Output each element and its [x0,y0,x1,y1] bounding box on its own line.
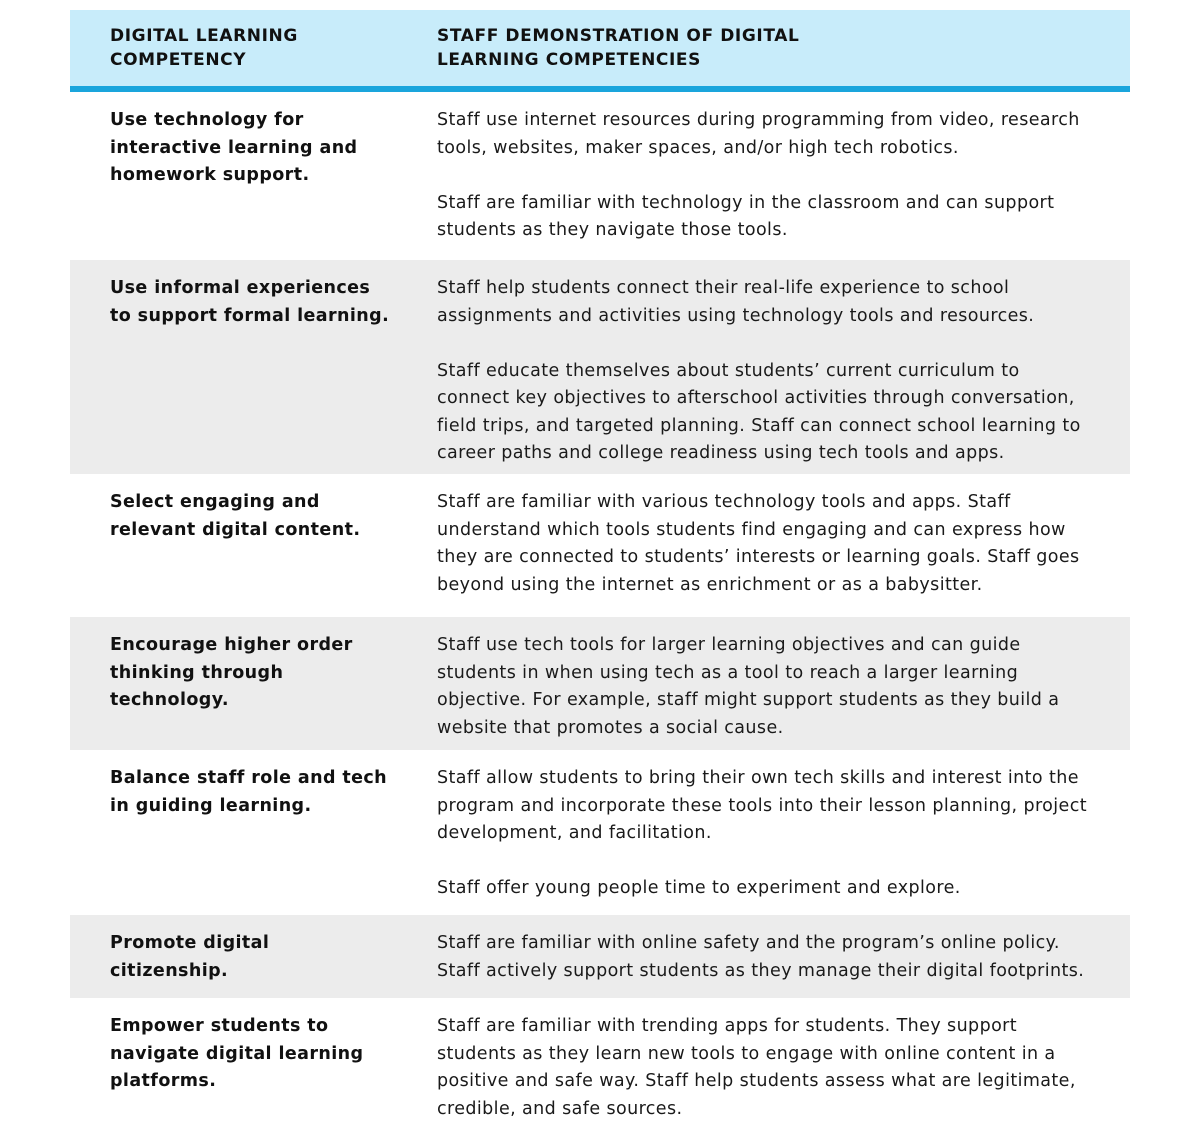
table-row [70,474,1130,617]
demonstration-paragraph: Staff are familiar with online safety and the program’s online policy. Staff actively support students as they manage their digital footprints. [437,933,1085,981]
table-row [70,92,1130,260]
demonstration-paragraph: Staff are familiar with technology in the classroom and can support students as they navigate those tools. [437,192,1055,240]
competency-cell: Use technology for interactive learning and homework support. [110,110,358,185]
demonstration-paragraph: Staff help students connect their real-life experience to school assignments and activities using technology tools and resources. [437,278,1035,326]
demonstration-paragraph: Staff allow students to bring their own tech skills and interest into the program and incorporate these tools into their lesson planning, project development, and facilitation. [437,768,1087,843]
table-row [70,750,1130,915]
table-row [70,617,1130,750]
demonstration-paragraph: Staff use internet resources during programming from video, research tools, websites, maker spaces, and/or high tech robotics. [437,110,1080,158]
competency-cell: Balance staff role and tech in guiding learning. [110,768,388,816]
demonstration-paragraph: Staff are familiar with trending apps for students. They support students as they learn new tools to engage with online content in a positive and safe way. Staff help students assess what are legitimate, credible, and safe sources. [437,1016,1076,1119]
demonstration-cell [437,632,1087,742]
demonstration-paragraph: Staff offer young people time to experiment and explore. [437,878,961,898]
table-row [70,915,1130,998]
header-competency: DIGITAL LEARNING COMPETENCY [110,26,298,70]
demonstration-paragraph: Staff use tech tools for larger learning objectives and can guide students in when using tech as a tool to reach a larger learning objective. For example, staff might support students as they build a website that promotes a social cause. [437,635,1060,738]
header-staff-demonstration: STAFF DEMONSTRATION OF DIGITAL LEARNING COMPETENCIES [437,26,800,70]
demonstration-cell [437,930,1087,985]
demonstration-cell [437,107,1087,245]
competency-cell: Promote digital citizenship. [110,933,270,981]
demonstration-cell [437,1013,1087,1123]
competency-cell: Empower students to navigate digital learning platforms. [110,1016,364,1091]
competency-cell: Encourage higher order thinking through technology. [110,635,353,710]
demonstration-paragraph: Staff educate themselves about students’ current curriculum to connect key objectives to afterschool activities through conversation, field trips, and targeted planning. Staff can connect school learning to career paths and college readiness using tech tools and apps. [437,360,1081,463]
competency-cell: Use informal experiences to support formal learning. [110,278,390,326]
demonstration-paragraph: Staff are familiar with various technology tools and apps. Staff understand which tools students find engaging and can express how they are connected to students’ interests or learning goals. Staff goes beyond using the internet as enrichment or as a babysitter. [437,492,1080,595]
table-row [70,998,1130,1131]
table-header [70,10,1130,92]
table-row [70,260,1130,474]
competency-table [70,10,1130,1131]
demonstration-cell [437,765,1087,903]
competency-cell: Select engaging and relevant digital content. [110,492,361,540]
demonstration-cell [437,489,1087,599]
demonstration-cell [437,275,1087,468]
